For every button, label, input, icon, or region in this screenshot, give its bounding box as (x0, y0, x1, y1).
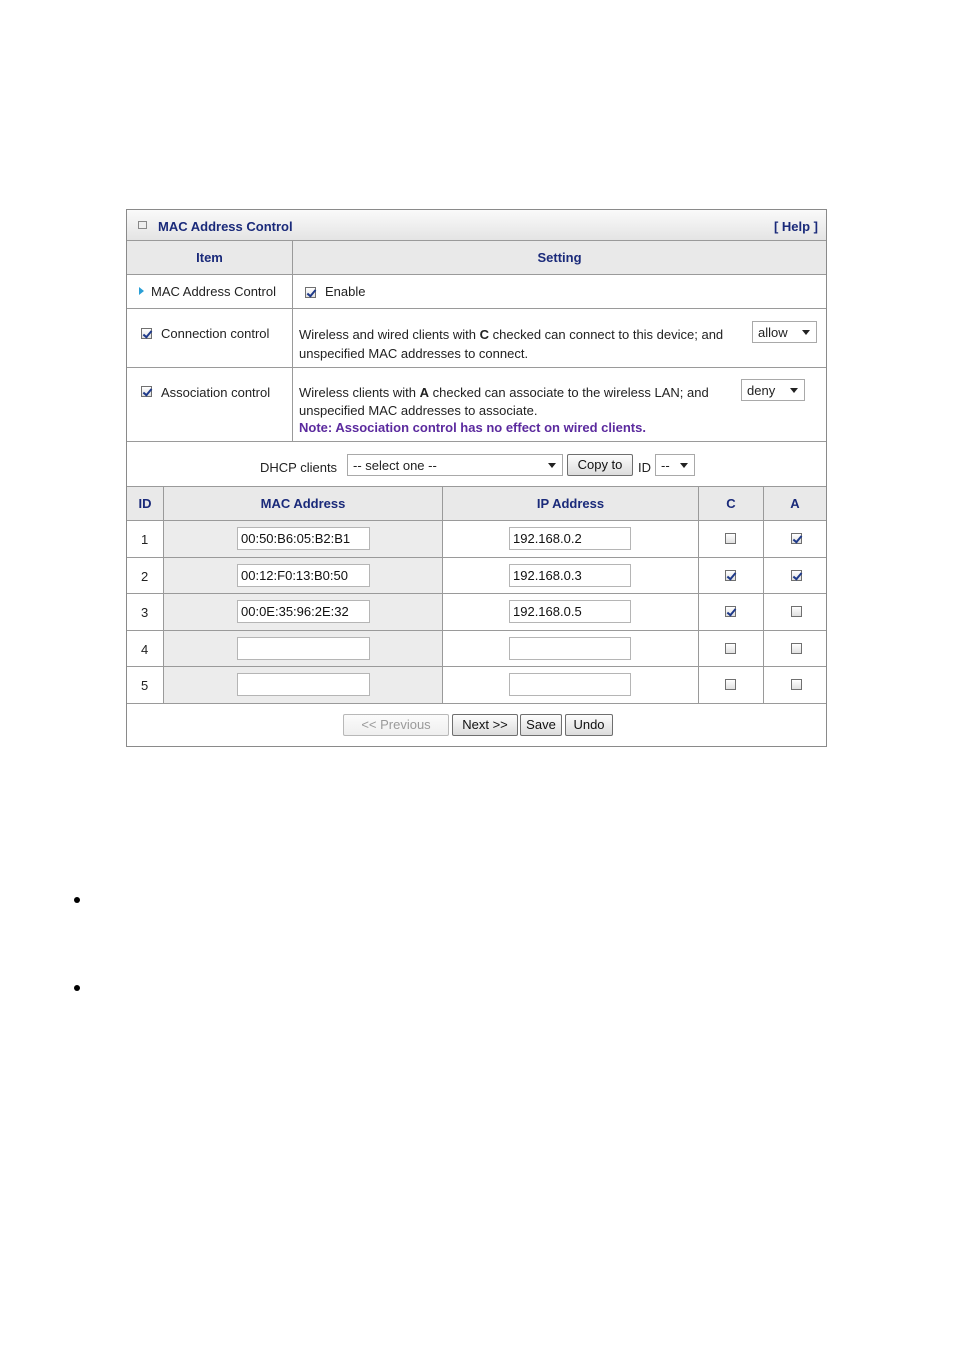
connection-control-row (127, 309, 826, 368)
connection-control-item (127, 309, 292, 367)
id-cell (127, 667, 163, 703)
association-text-letter: A (419, 385, 430, 400)
ip-column-label: IP Address (536, 496, 605, 511)
c-cell (698, 558, 763, 594)
row-id: 2 (141, 568, 149, 584)
a-column-header (763, 487, 826, 520)
id-cell (127, 558, 163, 594)
connection-text-letter: C (479, 327, 490, 342)
c-column-header (698, 487, 763, 520)
association-description-line2: unspecified MAC addresses to associate. (299, 403, 538, 418)
panel-title: MAC Address Control (158, 219, 293, 234)
mac-control-row (127, 275, 826, 309)
mac-address-input[interactable] (237, 527, 370, 550)
mac-cell (163, 631, 442, 667)
associate-checkbox[interactable] (791, 679, 802, 690)
panel-title-bar (127, 210, 826, 241)
association-control-item (127, 368, 292, 441)
chevron-down-icon (548, 463, 556, 468)
id-cell (127, 521, 163, 557)
associate-checkbox[interactable] (791, 570, 802, 581)
chevron-down-icon (802, 330, 810, 335)
id-cell (127, 594, 163, 630)
c-cell (698, 521, 763, 557)
undo-button[interactable]: Undo (565, 714, 613, 736)
association-control-row (127, 368, 826, 442)
a-cell (763, 594, 826, 630)
mac-address-control-panel (126, 209, 827, 747)
c-cell (698, 631, 763, 667)
row-id: 4 (141, 641, 149, 657)
connection-policy-value: allow (758, 325, 788, 340)
connection-text-after: checked can connect to this device; and (489, 327, 724, 342)
ip-cell (442, 631, 698, 667)
mac-address-input[interactable] (237, 564, 370, 587)
connection-description-line1 (299, 327, 723, 342)
ip-address-input[interactable] (509, 564, 631, 587)
associate-checkbox[interactable] (791, 533, 802, 544)
window-icon (138, 221, 147, 229)
id-column-label: ID (138, 496, 152, 511)
row-id: 5 (141, 678, 149, 694)
dhcp-clients-select[interactable] (347, 454, 563, 476)
association-text-after: checked can associate to the wireless LAN; and (429, 385, 709, 400)
connect-checkbox[interactable] (725, 606, 736, 617)
connection-policy-select[interactable] (752, 321, 817, 343)
next-button[interactable]: Next >> (452, 714, 518, 736)
mac-cell (163, 667, 442, 703)
id-select-value: -- (661, 458, 670, 473)
navigation-buttons-row (127, 704, 826, 746)
association-control-checkbox[interactable] (141, 386, 152, 397)
association-control-setting (292, 368, 826, 441)
enable-checkbox[interactable] (305, 287, 316, 298)
ip-cell (442, 667, 698, 703)
mac-control-label: MAC Address Control (151, 284, 276, 299)
connect-checkbox[interactable] (725, 533, 736, 544)
connection-control-setting (292, 309, 826, 367)
c-cell (698, 594, 763, 630)
associate-checkbox[interactable] (791, 643, 802, 654)
association-policy-value: deny (747, 383, 776, 398)
arrow-right-icon (139, 287, 144, 295)
mac-address-input[interactable] (237, 637, 370, 660)
table-row (127, 521, 826, 558)
mac-cell (163, 594, 442, 630)
mac-control-item (127, 275, 292, 308)
association-text-before: Wireless clients with (299, 385, 420, 400)
connection-text-before: Wireless and wired clients with (299, 327, 480, 342)
help-link[interactable]: [ Help ] (773, 219, 818, 234)
a-column-label: A (790, 496, 800, 511)
c-cell (698, 667, 763, 703)
connection-control-label: Connection control (161, 326, 270, 341)
connection-control-checkbox[interactable] (141, 328, 152, 339)
ip-address-input[interactable] (509, 637, 631, 660)
mac-cell (163, 558, 442, 594)
enable-label: Enable (325, 284, 366, 299)
ip-address-input[interactable] (509, 527, 631, 550)
mac-control-setting (292, 275, 826, 308)
table-row (127, 558, 826, 595)
ip-cell (442, 594, 698, 630)
mac-column-label: MAC Address (260, 496, 346, 511)
association-note: Note: Association control has no effect on wired clients. (299, 420, 646, 435)
a-cell (763, 667, 826, 703)
copy-to-button[interactable]: Copy to (567, 454, 633, 476)
item-header (127, 241, 292, 274)
mac-column-header (163, 487, 442, 520)
dhcp-clients-row (127, 442, 826, 487)
associate-checkbox[interactable] (791, 606, 802, 617)
previous-button[interactable]: << Previous (343, 714, 449, 736)
connect-checkbox[interactable] (725, 679, 736, 690)
association-policy-select[interactable] (741, 379, 805, 401)
bullet-point (74, 897, 80, 903)
chevron-down-icon (680, 463, 688, 468)
c-column-label: C (726, 496, 736, 511)
setting-header-label: Setting (537, 250, 582, 265)
ip-column-header (442, 487, 698, 520)
a-cell (763, 521, 826, 557)
dhcp-clients-label: DHCP clients (260, 460, 338, 475)
a-cell (763, 558, 826, 594)
table-row (127, 631, 826, 668)
ip-cell (442, 558, 698, 594)
id-select[interactable] (655, 454, 695, 476)
row-id: 1 (141, 532, 149, 547)
ip-address-input[interactable] (509, 673, 631, 696)
id-column-header (127, 487, 163, 520)
ip-address-input[interactable] (509, 600, 631, 623)
bullet-point (74, 985, 80, 991)
mac-address-input[interactable] (237, 600, 370, 623)
dhcp-clients-value: -- select one -- (353, 458, 437, 473)
item-header-label: Item (196, 250, 223, 265)
item-setting-header (127, 241, 826, 275)
ip-cell (442, 521, 698, 557)
setting-header (292, 241, 826, 274)
mac-cell (163, 521, 442, 557)
a-cell (763, 631, 826, 667)
connection-description-line2: unspecified MAC addresses to connect. (299, 346, 529, 361)
association-control-label: Association control (161, 385, 271, 400)
table-row (127, 667, 826, 704)
chevron-down-icon (790, 388, 798, 393)
id-cell (127, 631, 163, 667)
table-row (127, 594, 826, 631)
connect-checkbox[interactable] (725, 570, 736, 581)
association-description-line1 (299, 385, 709, 400)
connect-checkbox[interactable] (725, 643, 736, 654)
mac-table-header (127, 487, 826, 521)
save-button[interactable]: Save (520, 714, 562, 736)
id-label: ID (638, 460, 651, 475)
mac-address-input[interactable] (237, 673, 370, 696)
row-id: 3 (141, 605, 149, 621)
